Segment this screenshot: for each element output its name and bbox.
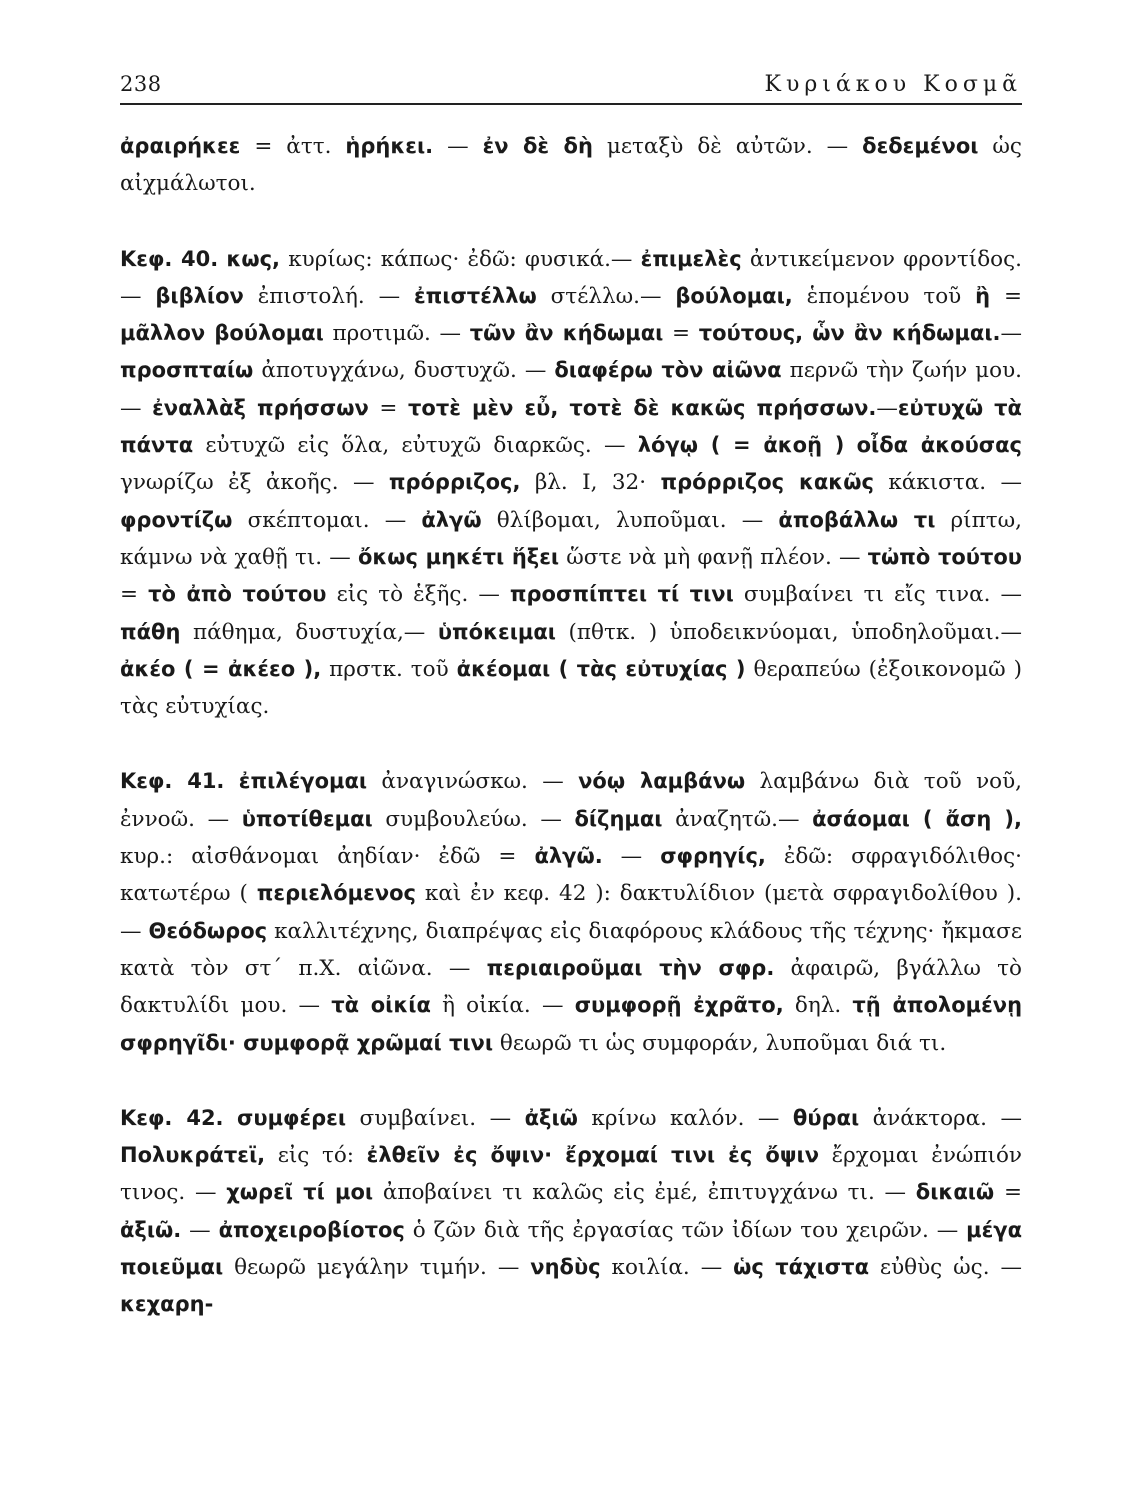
- lemma: ἀποχειροβίοτος: [218, 1217, 405, 1242]
- lemma: δικαιῶ: [915, 1180, 995, 1205]
- running-title: Κυριάκου Κοσμᾶ: [764, 72, 1022, 97]
- lemma: ἀλγῶ: [421, 507, 482, 532]
- gloss-text: θεραπεύω (ἐξοικονομῶ ) τὰς εὐτυχίας.: [120, 656, 1022, 720]
- gloss-text: γνωρίζω ἐξ ἀκοῆς. —: [120, 470, 389, 496]
- gloss-text: [844, 433, 856, 458]
- gloss-text: κυρ.: αἰσθάνομαι ἀηδίαν· ἐδῶ =: [120, 844, 535, 870]
- lemma: ἀξιῶ.: [120, 1217, 182, 1242]
- lemma: συμφορῇ ἐχρᾶτο,: [574, 993, 784, 1018]
- lemma: βιβλίον: [155, 283, 244, 308]
- lemma: εὐτυχῶ τὰ πάντα: [120, 395, 1022, 458]
- gloss-text: ἢ οἰκία. —: [430, 993, 575, 1019]
- gloss-text: πρστκ. τοῦ: [321, 656, 457, 682]
- lemma: Θεόδωρος: [148, 918, 268, 943]
- gloss-text: ἀφαιρῶ, βγάλλω τὸ δακτυλίδι μου. —: [120, 955, 1022, 1019]
- lemma: ἐπιλέγομαι: [238, 769, 368, 794]
- lemma: ἐλθεῖν ἐς ὄψιν· ἔρχομαί τινι ἐς ὄψιν: [366, 1143, 819, 1168]
- lemma: ἐν δὲ δὴ: [482, 134, 593, 158]
- lemma: μᾶλλον βούλομαι: [120, 321, 324, 346]
- lemma: Κεφ. 41.: [120, 769, 225, 794]
- gloss-text: ὁ ζῶν διὰ τῆς ἐργασίας τῶν ἰδίων του χειρῶν. —: [404, 1217, 967, 1243]
- glossary-paragraph-chapter-42: [120, 1100, 1022, 1324]
- lemma: ἀκέο ( = ἀκέεο ),: [120, 656, 322, 681]
- lemma: κως,: [226, 246, 281, 271]
- gloss-text: ὥστε νὰ μὴ φανῇ πλέον. —: [559, 544, 868, 570]
- lemma: λόγῳ ( = ἀκοῇ ): [637, 433, 845, 458]
- lemma: ἀξιῶ: [524, 1105, 578, 1130]
- gloss-text: (πθτκ. ) ὑποδεικνύομαι, ὑποδηλοῦμαι.—: [555, 619, 1023, 645]
- lemma: Κεφ. 40.: [120, 246, 219, 271]
- gloss-text: ἀναγινώσκω. —: [367, 769, 579, 795]
- gloss-text: καὶ ἐν κεφ. 42 ): δακτυλίδιον (μετὰ σφραγιδολίθου ). —: [120, 881, 1022, 944]
- header-rule: [120, 103, 1022, 105]
- gloss-text: =: [994, 1180, 1022, 1206]
- lemma: τὠπὸ τούτου: [867, 544, 1022, 569]
- gloss-text: ἔρχομαι ἐνώπιόν τινος. —: [120, 1143, 1023, 1206]
- lemma: Κεφ. 42.: [120, 1105, 224, 1130]
- gloss-text: κάκιστα. —: [873, 470, 1022, 496]
- gloss-text: = ἀττ.: [240, 134, 346, 159]
- lemma: περιελόμενος: [256, 881, 417, 906]
- gloss-text: ἐπιστολή. —: [243, 283, 414, 309]
- gloss-text: κυρίως: κάπως· ἐδῶ: φυσικά.—: [280, 246, 641, 272]
- gloss-text: καλλιτέχνης, διαπρέψας εἰς διαφόρους κλάδους τῆς τέχνης· ἤκμασε κατὰ τὸν στ΄ π.Χ. αἰῶνα. —: [120, 918, 1022, 981]
- lemma: ὑπόκειμαι: [437, 619, 556, 644]
- gloss-text: —: [602, 844, 661, 870]
- gloss-text: ἀντικείμενον φροντίδος. —: [120, 246, 1022, 309]
- gloss-text: —: [181, 1217, 219, 1243]
- gloss-text: ἑπομένου τοῦ: [792, 283, 976, 309]
- lemma: ὡς τάχιστα: [733, 1255, 869, 1280]
- gloss-text: κοιλία. —: [600, 1255, 734, 1281]
- lemma: φροντίζω: [120, 507, 233, 532]
- gloss-text: ἐδῶ: σφραγιδόλιθος· κατωτέρω (: [120, 844, 1022, 907]
- lemma: οἶδα ἀκούσας: [856, 433, 1022, 458]
- lemma: θύραι: [792, 1105, 860, 1130]
- lemma: πρόρριζος κακῶς: [660, 470, 874, 495]
- gloss-text: σκέπτομαι. —: [232, 507, 422, 533]
- lemma: τῇ ἀπολομένῃ σφρηγῖδι· συμφορᾷ χρῶμαί τινι: [120, 993, 1023, 1055]
- lemma: ἡρήκει.: [345, 134, 434, 158]
- gloss-text: ἀνάκτορα. —: [859, 1105, 1023, 1131]
- gloss-text: προτιμῶ. —: [323, 321, 470, 347]
- lemma: ἐπιμελὲς: [640, 246, 742, 271]
- lemma: ἀκέομαι ( τὰς εὐτυχίας ): [456, 656, 746, 681]
- lemma: κεχαρη-: [120, 1292, 214, 1317]
- lemma: συμφέρει: [237, 1105, 347, 1130]
- lemma: προσπίπτει τί τινι: [509, 582, 734, 607]
- lemma: μέγα ποιεῦμαι: [120, 1217, 1023, 1280]
- gloss-text: θεωρῶ μεγάλην τιμήν. —: [223, 1255, 531, 1281]
- gloss-text: =: [120, 582, 149, 608]
- glossary-paragraph-chapter-41: [120, 763, 1022, 1061]
- gloss-text: βλ. I, 32·: [520, 470, 661, 496]
- lemma: περιαιροῦμαι τὴν σφρ.: [486, 955, 775, 980]
- gloss-text: =: [368, 395, 408, 421]
- gloss-text: ρίπτω, κάμνω νὰ χαθῇ τι. —: [120, 507, 1022, 570]
- lemma: σφρηγίς,: [660, 844, 766, 869]
- lemma: πάθη: [120, 619, 181, 644]
- lemma: νηδὺς: [530, 1255, 601, 1280]
- gloss-text: —: [433, 134, 483, 159]
- gloss-text: =: [990, 283, 1022, 309]
- gloss-text: εὐθὺς ὡς. —: [869, 1255, 1022, 1281]
- lemma: προσπταίω: [120, 358, 254, 383]
- lemma: ἢ: [975, 283, 991, 308]
- lemma: τὸ ἀπὸ τούτου: [148, 582, 327, 607]
- lemma: ὄκως μηκέτι ἥξει: [357, 544, 560, 569]
- gloss-text: περνῶ τὴν ζωήν μου. —: [120, 358, 1022, 421]
- gloss-text: =: [663, 321, 699, 347]
- gloss-text: μεταξὺ δὲ αὐτῶν. —: [592, 134, 863, 159]
- lemma: δεδεμένοι: [862, 134, 979, 158]
- page-number: 238: [120, 72, 162, 96]
- lemma: Πολυκράτεϊ,: [120, 1143, 266, 1168]
- gloss-text: κρίνω καλόν. —: [577, 1105, 793, 1131]
- lemma: βούλομαι,: [675, 283, 793, 308]
- gloss-text: —: [1000, 321, 1022, 347]
- lemma: τοτὲ μὲν εὖ, τοτὲ δὲ κακῶς πρήσσων.: [408, 395, 877, 420]
- gloss-text: [224, 1106, 238, 1131]
- lemma: ἐπιστέλλω: [413, 283, 537, 308]
- gloss-text: συμβαίνει τι εἴς τινα. —: [733, 582, 1022, 608]
- gloss-text: στέλλω.—: [536, 283, 676, 309]
- lemma: χωρεῖ τί μοι: [226, 1180, 374, 1205]
- gloss-text: [224, 769, 238, 794]
- gloss-text: —: [876, 395, 898, 421]
- lemma: τούτους, ὧν ἂν κήδωμαι.: [698, 321, 1001, 346]
- gloss-text: ὡς αἰχμάλωτοι.: [120, 134, 1022, 197]
- gloss-text: εὐτυχῶ εἰς ὅλα, εὐτυχῶ διαρκῶς. —: [193, 433, 638, 459]
- gloss-text: συμβαίνει. —: [346, 1105, 525, 1131]
- gloss-text: λαμβάνω διὰ τοῦ νοῦ, ἐννοῶ. —: [120, 769, 1022, 832]
- lemma: πρόρριζος,: [388, 470, 521, 495]
- gloss-text: πάθημα, δυστυχία,—: [180, 619, 438, 645]
- gloss-text: ἀποβαίνει τι καλῶς εἰς ἐμέ, ἐπιτυγχάνω τι. —: [373, 1180, 916, 1206]
- glossary-paragraph-intro: [120, 128, 1022, 203]
- lemma: τὰ οἰκία: [331, 993, 431, 1018]
- gloss-text: θλίβομαι, λυποῦμαι. —: [481, 507, 779, 533]
- lemma: δίζημαι: [574, 806, 663, 831]
- gloss-text: ἀναζητῶ.—: [662, 806, 813, 832]
- gloss-text: εἰς τὸ ἑξῆς. —: [326, 582, 510, 608]
- lemma: ἀλγῶ.: [534, 844, 603, 869]
- lemma: ἀσάομαι ( ἄση ),: [812, 806, 1022, 831]
- page-body: [120, 128, 1022, 1324]
- lemma: διαφέρω τὸν αἰῶνα: [554, 358, 782, 383]
- gloss-text: θεωρῶ τι ὡς συμφοράν, λυποῦμαι διά τι.: [493, 1030, 947, 1056]
- lemma: ὑποτίθεμαι: [241, 806, 373, 831]
- lemma: ἐναλλὰξ πρήσσων: [152, 395, 369, 420]
- lemma: ἀποβάλλω τι: [778, 507, 936, 532]
- lemma: ἀραιρήκεε: [120, 134, 241, 158]
- gloss-text: εἰς τό:: [265, 1143, 367, 1169]
- lemma: τῶν ἂν κήδωμαι: [469, 321, 664, 346]
- gloss-text: ἀποτυγχάνω, δυστυχῶ. —: [253, 358, 555, 384]
- glossary-paragraph-chapter-40: [120, 241, 1022, 726]
- lemma: νόῳ λαμβάνω: [578, 769, 746, 794]
- gloss-text: συμβουλεύω. —: [372, 806, 575, 832]
- gloss-text: δηλ.: [783, 993, 853, 1019]
